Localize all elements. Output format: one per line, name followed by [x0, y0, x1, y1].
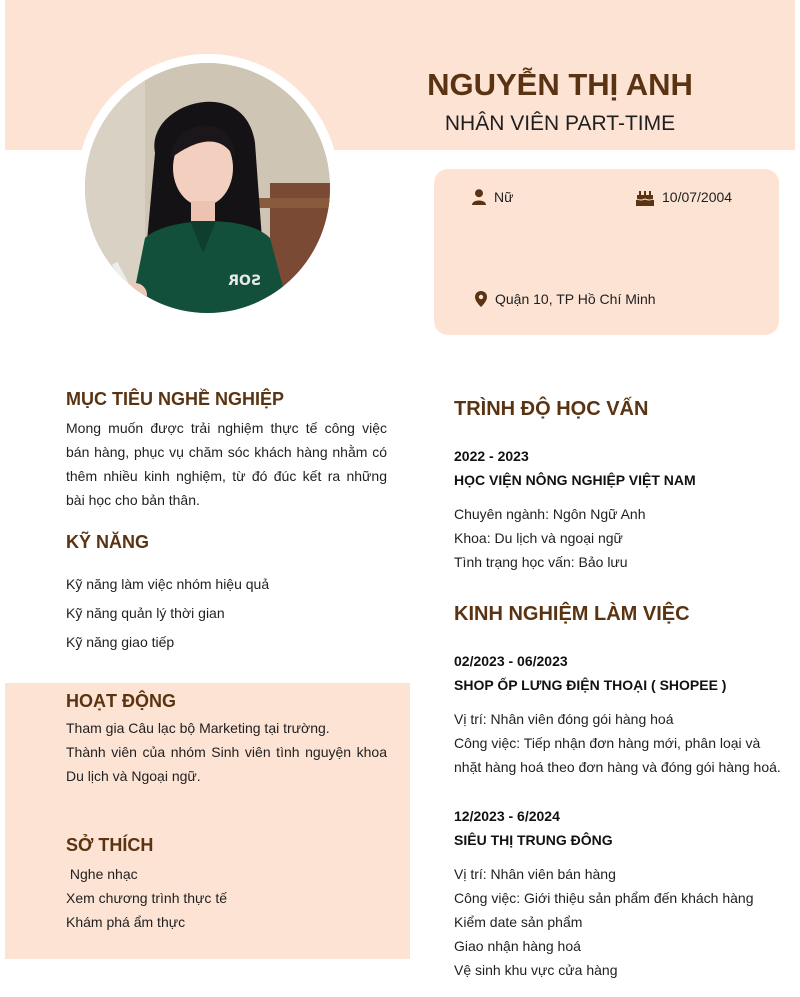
job-detail: Công việc: Tiếp nhận đơn hàng mới, phân loại và nhặt hàng hoá theo đơn hàng và đóng gói hàng hoá.: [454, 735, 781, 775]
avatar: [85, 63, 330, 313]
education-detail: Tình trạng học vấn: Bảo lưu: [454, 554, 628, 570]
job-details-list: [454, 862, 753, 982]
birthday-cake-icon: [636, 189, 654, 206]
company-name: SIÊU THỊ TRUNG ĐÔNG: [454, 832, 613, 848]
job-detail: Vệ sinh khu vực cửa hàng: [454, 962, 618, 978]
candidate-name: NGUYỄN THỊ ANH: [427, 67, 693, 102]
objective-title: MỤC TIÊU NGHỀ NGHIỆP: [66, 389, 285, 409]
job-detail: Kiểm date sản phẩm: [454, 914, 583, 930]
job-detail: Giao nhận hàng hoá: [454, 938, 581, 954]
hobbies-title: SỞ THÍCH: [66, 835, 154, 855]
gender-row: [472, 188, 513, 206]
hobby-item: Xem chương trình thực tế: [66, 890, 227, 906]
job-period: 02/2023 - 06/2023: [454, 653, 568, 669]
job-detail: Vị trí: Nhân viên đóng gói hàng hoá: [454, 711, 674, 727]
activities-title: HOẠT ĐỘNG: [66, 691, 176, 711]
activity-item: Tham gia Câu lạc bộ Marketing tại trường.: [66, 720, 330, 736]
job-detail: Vị trí: Nhân viên bán hàng: [454, 866, 616, 882]
gender-value: Nữ: [494, 189, 514, 205]
job-title: NHÂN VIÊN PART-TIME: [444, 112, 676, 135]
hobby-item: Nghe nhạc: [66, 866, 138, 882]
birthday-value: 10/07/2004: [662, 189, 733, 205]
experience-title: KINH NGHIỆM LÀM VIỆC: [454, 603, 690, 625]
company-name: SHOP ỐP LƯNG ĐIỆN THOẠI ( SHOPEE ): [454, 677, 727, 693]
hobbies-list: [66, 862, 227, 934]
education-title: TRÌNH ĐỘ HỌC VẤN: [454, 398, 649, 420]
school-name: HỌC VIỆN NÔNG NGHIỆP VIỆT NAM: [454, 472, 696, 488]
job-detail: Công việc: Giới thiệu sản phẩm đến khách hàng: [454, 890, 754, 906]
objective-text: Mong muốn được trải nghiệm thực tế công việc bán hàng, phục vụ chăm sóc khách hàng nhằm có thêm nhiều kinh nghiệm, từ đó đúc kết ra những bài học cho bản thân.: [66, 420, 387, 508]
map-pin-icon: [475, 291, 487, 307]
education-details: [454, 502, 646, 574]
education-detail: Chuyên ngành: Ngôn Ngữ Anh: [454, 506, 646, 522]
address-value: Quận 10, TP Hồ Chí Minh: [495, 291, 656, 307]
job-period: 12/2023 - 6/2024: [454, 808, 560, 824]
activity-item: Thành viên của nhóm Sinh viên tình nguyện khoa Du lịch và Ngoại ngữ.: [66, 744, 387, 784]
hobby-item: Khám phá ẩm thực: [66, 914, 186, 930]
address-row: [475, 290, 656, 308]
education-detail: Khoa: Du lịch và ngoại ngữ: [454, 530, 623, 546]
skill-item: Kỹ năng giao tiếp: [66, 634, 175, 650]
svg-text:SOR: SOR: [228, 273, 261, 289]
skills-title: KỸ NĂNG: [66, 532, 150, 552]
skills-list: [66, 570, 269, 657]
skill-item: Kỹ năng làm việc nhóm hiệu quả: [66, 576, 270, 592]
user-icon: [472, 189, 486, 205]
avatar-photo: [85, 63, 330, 313]
birthday-row: [636, 188, 732, 206]
skill-item: Kỹ năng quản lý thời gian: [66, 605, 225, 621]
education-period: 2022 - 2023: [454, 448, 529, 464]
